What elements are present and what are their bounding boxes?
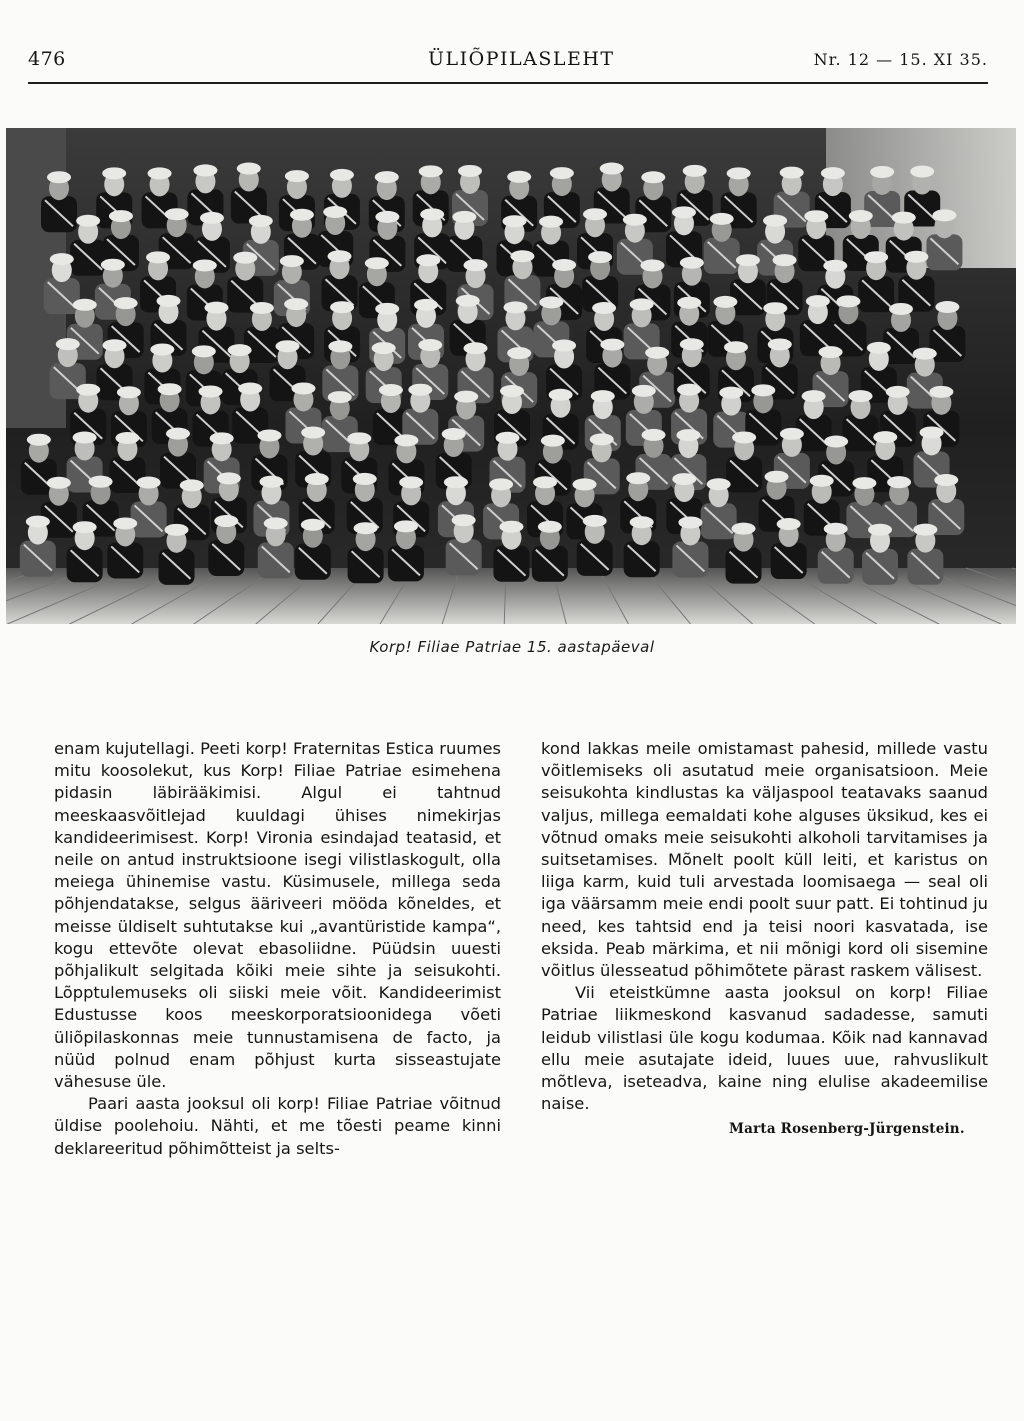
paragraph: kond lakkas meile omistamast pahesid, millede vastu võitlemiseks oli asutatud meie organisatsioon. Meie seisukohta kindlustas ka väljaspool teatavaks saanud valjus, millega eemaldati kohe alguses üksikud, kes ei võtnud omaks meie seisukohti alkoholi tarvitamises ja suitsetamises. Mõnelt poolt küll leiti, et karistus on liiga karm, kuid tuli arvestada loomisaega — seal oli iga väärsamm meie endi poolt suur patt. Ei tohtinud ju need, kes tahtsid end ja teisi noori kasvatada, ise eksida. Peab märkima, et nii mõnigi kord oli sisemine võitlus ülesseatud põhimõtete pärast raskem välisest.	[541, 739, 988, 981]
author-signature: Marta Rosenberg-Jürgenstein.	[729, 1121, 965, 1138]
page-header	[28, 44, 988, 74]
article-column-right	[541, 738, 988, 1137]
paragraph: Vii eteistkümne aasta jooksul on korp! Filiae Patriae liikmeskond kasvanud sadadesse, samuti leidub vilistlasi üle kogu kodumaa. Kõik nad kannavad ellu meie asutajate ideid, luues uue, rahvuslikult mõtleva, iseteadva, kaine ning elulise akadeemilise naise.	[541, 983, 988, 1114]
paragraph: enam kujutellagi. Peeti korp! Fraternitas Estica ruumes mitu koosolekut, kus Korp! Filiae Patriae esimehena pidasin läbirääkimisi. Algul ei tahtnud meeskaasvõitlejad kuuldagi ühises nimekirjas kandideerimisest. Korp! Vironia esindajad teatasid, et neile on antud instruktsioone isegi vilistlaskogult, olla meiega ühinemise vastu. Küsimusele, millega seda põhjendatakse, selgus ääriveeri mööda kõneldes, et meisse üldiselt suhtutakse kui „avantüristide kampa“, kogu ettevõte olevat ebasoliidne. Püüdsin uuesti põhjalikult selgitada kõiki meie sihte ja seisukohti. Lõpptulemuseks oli siiski meie võit. Kandideerimist Edustusse koos meeskorporatsioonidega võeti üliõpilaskonnas meie tunnustamisena de facto, ja nüüd polnud enam põhjust kurta sisseastujate vähesuse üle.	[54, 739, 501, 1092]
photo-caption: Korp! Filiae Patriae 15. aastapäeval	[369, 638, 655, 656]
issue-info: Nr. 12 — 15. XI 35.	[813, 50, 988, 69]
paragraph: Paari aasta jooksul oli korp! Filiae Patriae võitnud üldise poolehoiu. Nähti, et me tõesti peame kinni deklareeritud põhimõtteist ja selts-	[54, 1094, 501, 1158]
journal-title: ÜLIÕPILASLEHT	[428, 48, 615, 70]
header-rule	[28, 82, 988, 84]
page-number: 476	[28, 48, 66, 70]
group-photograph-image	[6, 128, 1016, 624]
group-photograph	[6, 128, 1016, 624]
article-column-left	[54, 738, 501, 1160]
